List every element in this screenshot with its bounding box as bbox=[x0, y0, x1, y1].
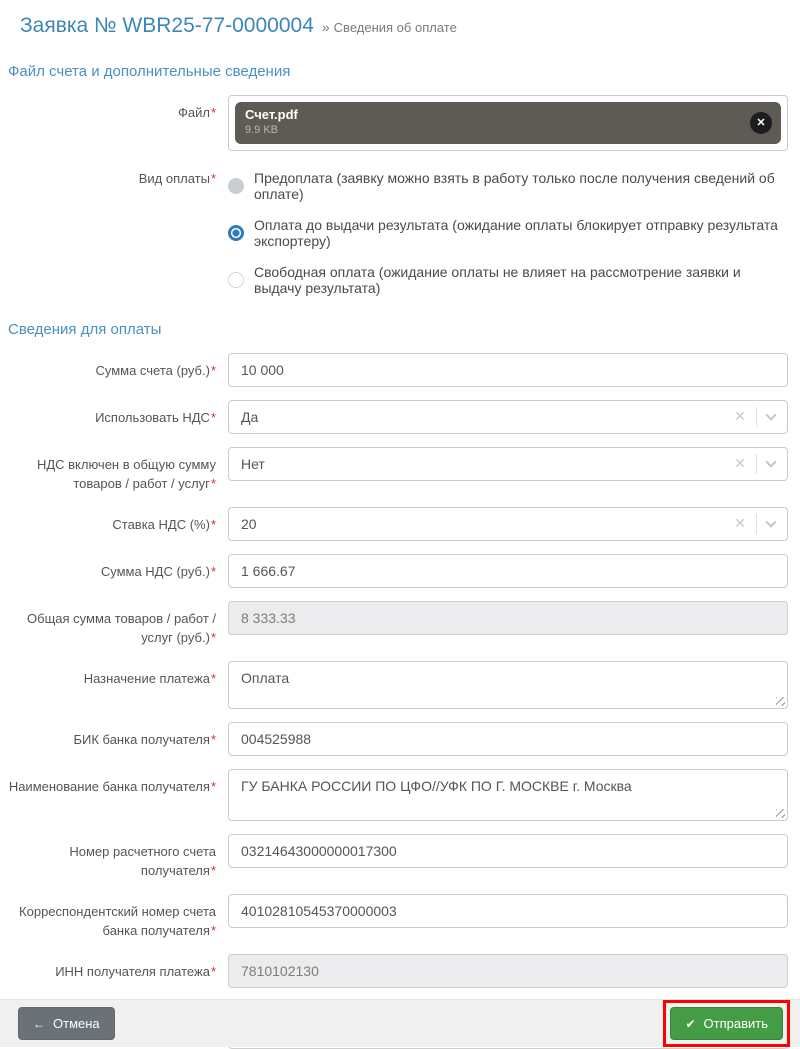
payment-purpose-label: Назначение платежа* bbox=[83, 670, 216, 686]
radio-option-prepayment[interactable]: Предоплата (заявку можно взять в работу только после получения сведений об оплате) bbox=[228, 170, 788, 202]
radio-button-unselected-icon[interactable] bbox=[228, 272, 244, 288]
corr-account-row bbox=[0, 894, 800, 941]
file-section bbox=[0, 95, 800, 296]
clear-icon[interactable]: ✕ bbox=[734, 455, 746, 472]
payment-section bbox=[0, 353, 800, 1049]
divider bbox=[756, 407, 757, 427]
divider bbox=[756, 454, 757, 474]
breadcrumb: Сведения об оплате bbox=[333, 20, 457, 35]
payment-type-row bbox=[0, 164, 800, 296]
total-amount-input bbox=[228, 601, 788, 635]
chevron-down-icon[interactable] bbox=[765, 516, 776, 527]
vat-rate-label: Ставка НДС (%)* bbox=[112, 516, 216, 532]
bank-name-row bbox=[0, 769, 800, 821]
clear-icon[interactable]: ✕ bbox=[734, 515, 746, 532]
bank-name-label: Наименование банка получателя* bbox=[8, 778, 216, 794]
section-title-payment: Сведения для оплаты bbox=[8, 320, 162, 338]
inn-input bbox=[228, 954, 788, 988]
bank-bik-row bbox=[0, 722, 800, 756]
chevron-down-icon[interactable] bbox=[765, 409, 776, 420]
divider bbox=[756, 514, 757, 534]
invoice-amount-input[interactable] bbox=[228, 353, 788, 387]
vat-included-row bbox=[0, 447, 800, 494]
submit-button[interactable]: ✔ Отправить bbox=[670, 1007, 783, 1040]
inn-row bbox=[0, 954, 800, 988]
breadcrumb-separator: » bbox=[321, 19, 330, 35]
total-amount-label: Общая сумма товаров / работ / услуг (руб.)* bbox=[27, 610, 216, 646]
resize-handle-icon[interactable] bbox=[776, 809, 785, 818]
account-number-row bbox=[0, 834, 800, 881]
use-vat-row bbox=[0, 400, 800, 434]
check-icon: ✔ bbox=[685, 1016, 696, 1031]
back-arrow-icon: ← bbox=[33, 1016, 45, 1031]
vat-amount-label: Сумма НДС (руб.)* bbox=[100, 563, 216, 579]
section-title-file: Файл счета и дополнительные сведения bbox=[8, 63, 291, 80]
corr-account-input[interactable] bbox=[228, 894, 788, 928]
vat-rate-row bbox=[0, 507, 800, 541]
invoice-amount-label: Сумма счета (руб.)* bbox=[95, 362, 216, 378]
radio-button-selected-icon[interactable] bbox=[228, 225, 244, 241]
payment-purpose-textarea[interactable]: Оплата bbox=[228, 661, 788, 709]
required-mark: * bbox=[210, 105, 216, 120]
clear-icon[interactable]: ✕ bbox=[734, 408, 746, 425]
use-vat-label: Использовать НДС* bbox=[95, 409, 216, 425]
file-label: Файл* bbox=[177, 105, 216, 120]
annotation-highlight-box bbox=[663, 1000, 790, 1047]
radio-option-payment-before-result[interactable]: Оплата до выдачи результата (ожидание оплаты блокирует отправку результата экспортеру) bbox=[228, 217, 788, 249]
payment-type-label: Вид оплаты* bbox=[138, 170, 216, 186]
radio-option-free-payment[interactable]: Свободная оплата (ожидание оплаты не влияет на рассмотрение заявки и выдачу результата) bbox=[228, 264, 788, 296]
vat-included-select[interactable]: Нет ✕ bbox=[228, 447, 788, 481]
cancel-button[interactable]: ← Отмена bbox=[18, 1007, 115, 1040]
resize-handle-icon[interactable] bbox=[776, 697, 785, 706]
file-size: 9.9 KB bbox=[245, 124, 279, 137]
vat-amount-row bbox=[0, 554, 800, 588]
corr-account-label: Корреспондентский номер счета банка получателя* bbox=[19, 903, 216, 939]
footer-bar bbox=[0, 999, 800, 1047]
file-upload-area[interactable] bbox=[228, 95, 788, 151]
inn-label: ИНН получателя платежа* bbox=[55, 963, 216, 979]
account-number-input[interactable] bbox=[228, 834, 788, 868]
account-number-label: Номер расчетного счета получателя* bbox=[69, 843, 216, 879]
use-vat-select[interactable]: Да ✕ bbox=[228, 400, 788, 434]
payment-purpose-row bbox=[0, 661, 800, 709]
page-title: Заявка № WBR25-77-0000004 bbox=[20, 14, 314, 37]
total-amount-row bbox=[0, 601, 800, 648]
chevron-down-icon[interactable] bbox=[765, 456, 776, 467]
uploaded-file-chip bbox=[235, 102, 781, 144]
required-mark: * bbox=[210, 170, 216, 186]
vat-included-label: НДС включен в общую сумму товаров / работ / услуг* bbox=[36, 456, 216, 492]
bank-bik-input[interactable] bbox=[228, 722, 788, 756]
bank-name-textarea[interactable]: ГУ БАНКА РОССИИ ПО ЦФО//УФК ПО Г. МОСКВЕ г. Москва bbox=[228, 769, 788, 821]
file-name: Счет.pdf bbox=[245, 107, 298, 122]
radio-button-disabled-icon[interactable] bbox=[228, 178, 244, 194]
remove-file-icon[interactable]: ✕ bbox=[750, 112, 772, 134]
invoice-amount-row bbox=[0, 353, 800, 387]
page-header bbox=[20, 14, 800, 38]
vat-amount-input[interactable] bbox=[228, 554, 788, 588]
bank-bik-label: БИК банка получателя* bbox=[73, 731, 216, 747]
file-row bbox=[0, 95, 800, 151]
vat-rate-select[interactable]: 20 ✕ bbox=[228, 507, 788, 541]
